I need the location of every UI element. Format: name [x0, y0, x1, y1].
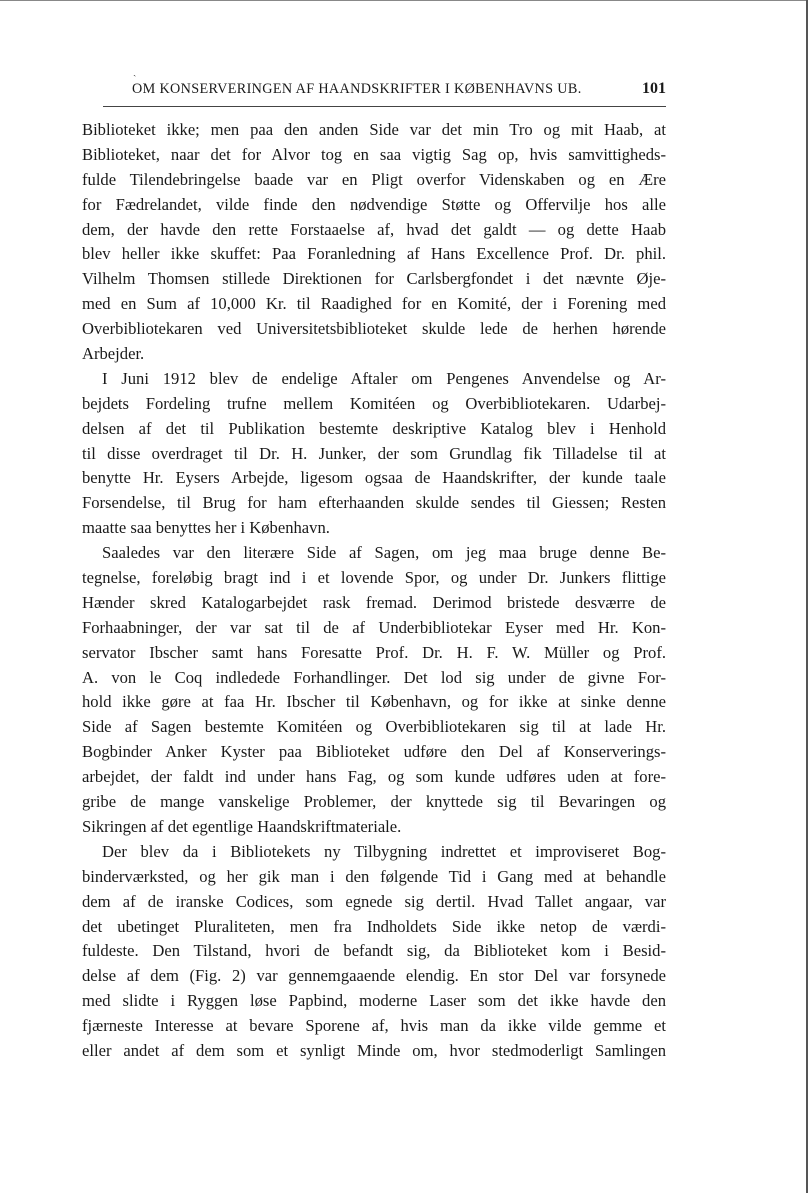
text-line: Der blev da i Bibliotekets ny Tilbygning indrettet et improviseret Bog- — [102, 841, 666, 861]
scan-top-edge — [0, 0, 808, 1]
page-number: 101 — [642, 80, 666, 97]
text-line: Overbibliotekaren ved Universitetsbiblioteket skulde lede de herhen hørende — [82, 319, 666, 339]
text-line: gribe de mange vanskelige Problemer, der knyttede sig til Bevaringen og — [82, 792, 666, 812]
text-line: Vilhelm Thomsen stillede Direktionen for Carlsbergfondet i det nævnte Øje- — [82, 269, 666, 289]
text-line: benytte Hr. Eysers Arbejde, ligesom ogsaa de Haandskrifter, der kunde taale — [82, 468, 666, 488]
text-line: Hænder skred Katalogarbejdet rask fremad. Derimod bristede desværre de — [82, 592, 666, 612]
text-line: eller andet af dem som et synligt Minde om, hvor stedmoderligt Samlingen — [82, 1040, 666, 1060]
text-line: blev heller ikke skuffet: Paa Foranledning af Hans Excellence Prof. Dr. phil. — [82, 244, 666, 264]
text-line: til disse overdraget til Dr. H. Junker, der som Grundlag fik Tilladelse til at — [82, 443, 666, 463]
text-line: Biblioteket, naar det for Alvor tog en saa vigtig Sag op, hvis samvittigheds- — [82, 144, 666, 164]
text-line: Forsendelse, til Brug for ham efterhaanden skulde sendes til Giessen; Resten — [82, 493, 666, 513]
text-line: dem af de iranske Codices, som egnede sig dertil. Hvad Tallet angaar, var — [82, 891, 666, 911]
text-line: fulde Tilendebringelse baade var en Pligt overfor Videnskaben og en Ære — [82, 169, 666, 189]
text-line: binderværksted, og her gik man i den følgende Tid i Gang med at behandle — [82, 866, 666, 886]
body-text — [82, 118, 666, 1064]
text-line: for Fædrelandet, vilde finde den nødvendige Støtte og Offervilje hos alle — [82, 194, 666, 214]
text-line: arbejdet, der faldt ind under hans Fag, og som kunde udføres uden at fore- — [82, 767, 666, 787]
text-line: I Juni 1912 blev de endelige Aftaler om Pengenes Anvendelse og Ar- — [102, 368, 666, 388]
text-line: Forhaabninger, der var sat til de af Underbibliotekar Eyser med Hr. Kon- — [82, 617, 666, 637]
text-line: Arbejder. — [82, 344, 145, 364]
header-rule — [103, 106, 666, 107]
text-line: fjærneste Interesse at bevare Sporene af, hvis man da ikke vilde gemme et — [82, 1016, 666, 1036]
text-line: A. von le Coq indledede Forhandlinger. Det lod sig under de givne For- — [82, 667, 666, 687]
text-line: dem, der havde den rette Forstaaelse af, hvad det galdt — og dette Haab — [82, 219, 666, 239]
text-line: delse af dem (Fig. 2) var gennemgaaende elendig. En stor Del var forsynede — [82, 966, 666, 986]
running-title: OM KONSERVERINGEN AF HAANDSKRIFTER I KØBENHAVNS UB. — [132, 81, 582, 97]
text-line: fuldeste. Den Tilstand, hvori de befandt sig, da Biblioteket kom i Besid- — [82, 941, 666, 961]
text-line: tegnelse, foreløbig bragt ind i et lovende Spor, og under Dr. Junkers flittige — [82, 568, 666, 588]
running-header — [132, 80, 666, 102]
text-line: med slidte i Ryggen løse Papbind, moderne Laser som det ikke havde den — [82, 991, 666, 1011]
text-line: Side af Sagen bestemte Komitéen og Overbibliotekaren sig til at lade Hr. — [82, 717, 666, 737]
text-line: servator Ibscher samt hans Foresatte Prof. Dr. H. F. W. Müller og Prof. — [82, 642, 666, 662]
text-line: Bogbinder Anker Kyster paa Biblioteket udføre den Del af Konserverings- — [82, 742, 666, 762]
text-line: hold ikke gøre at faa Hr. Ibscher til København, og for ikke at sinke denne — [82, 692, 666, 712]
text-line: delsen af det til Publikation bestemte deskriptive Katalog blev i Henhold — [82, 418, 666, 438]
text-line: med en Sum af 10,000 Kr. til Raadighed for en Komité, der i Forening med — [82, 294, 666, 314]
text-line: Sikringen af det egentlige Haandskriftmateriale. — [82, 816, 402, 836]
scan-mark: ˎ — [133, 66, 137, 77]
text-line: bejdets Fordeling trufne mellem Komitéen og Overbibliotekaren. Udarbej- — [82, 393, 666, 413]
text-line: Saaledes var den literære Side af Sagen, om jeg maa bruge denne Be- — [102, 543, 666, 563]
text-line: Biblioteket ikke; men paa den anden Side var det min Tro og mit Haab, at — [82, 120, 666, 139]
text-line: det ubetinget Pluraliteten, men fra Indholdets Side ikke netop de værdi- — [82, 916, 666, 936]
text-line: maatte saa benyttes her i København. — [82, 518, 330, 538]
